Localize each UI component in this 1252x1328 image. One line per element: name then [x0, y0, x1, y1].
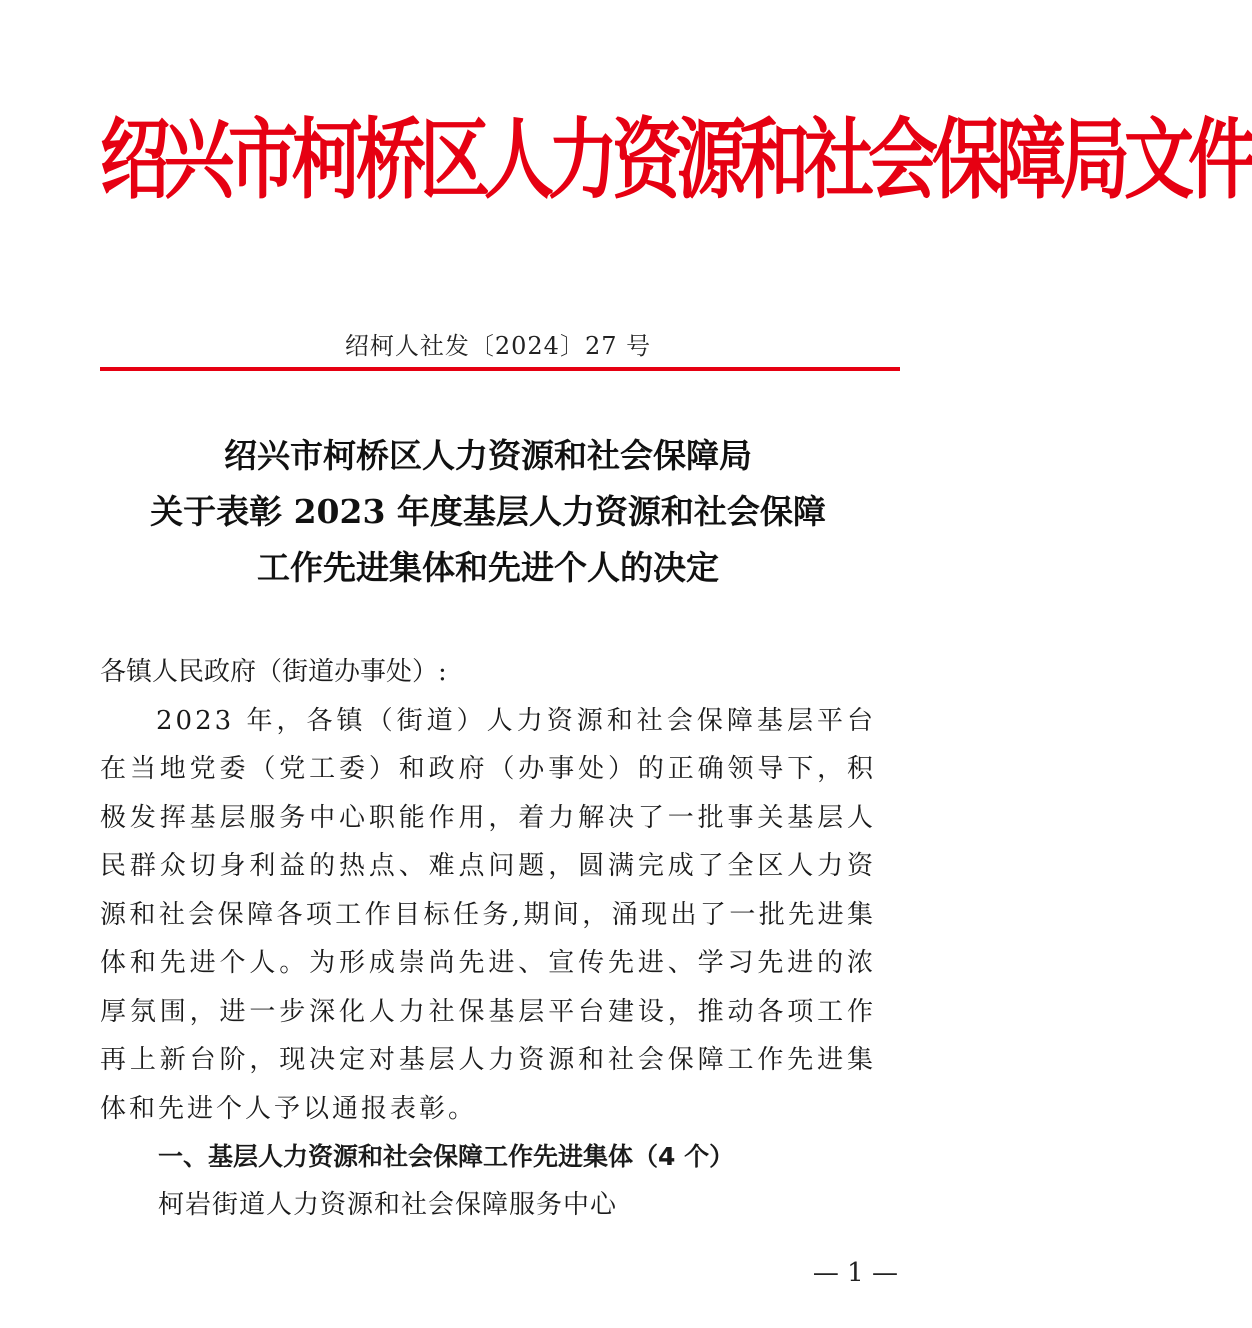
issuer-banner: 绍兴市柯桥区人力资源和社会保障局文件: [100, 108, 1252, 212]
title-line-1: 绍兴市柯桥区人力资源和社会保障局: [224, 436, 752, 475]
document-title: [100, 428, 876, 596]
section-heading: 一、基层人力资源和社会保障工作先进集体（4 个）: [158, 1142, 735, 1171]
page-number: — 1 —: [812, 1258, 898, 1288]
title-line-3: 工作先进集体和先进个人的决定: [257, 548, 719, 587]
document-number: 绍柯人社发〔2024〕27 号: [344, 332, 652, 360]
salutation: 各镇人民政府（街道办事处）:: [100, 657, 447, 687]
title-line-2: 关于表彰 2023 年度基层人力资源和社会保障: [150, 492, 826, 531]
red-divider-line: [100, 367, 900, 371]
body-paragraph: 2023 年，各镇（街道）人力资源和社会保障基层平台在当地党委（党工委）和政府（办事处）的正确领导下，积极发挥基层服务中心职能作用，着力解决了一批事关基层人民群众切身利益的热点、难点问题，圆满完成了全区人力资源和社会保障各项工作目标任务,期间，涌现出了一批先进集体和先进个人。为形成崇尚先进、宣传先进、学习先进的浓厚氛围，进一步深化人力社保基层平台建设，推动各项工作再上新台阶，现决定对基层人力资源和社会保障工作先进集体和先进个人予以通报表彰。: [100, 705, 876, 1124]
list-item: 柯岩街道人力资源和社会保障服务中心: [158, 1190, 618, 1220]
document-body: [100, 648, 876, 1230]
